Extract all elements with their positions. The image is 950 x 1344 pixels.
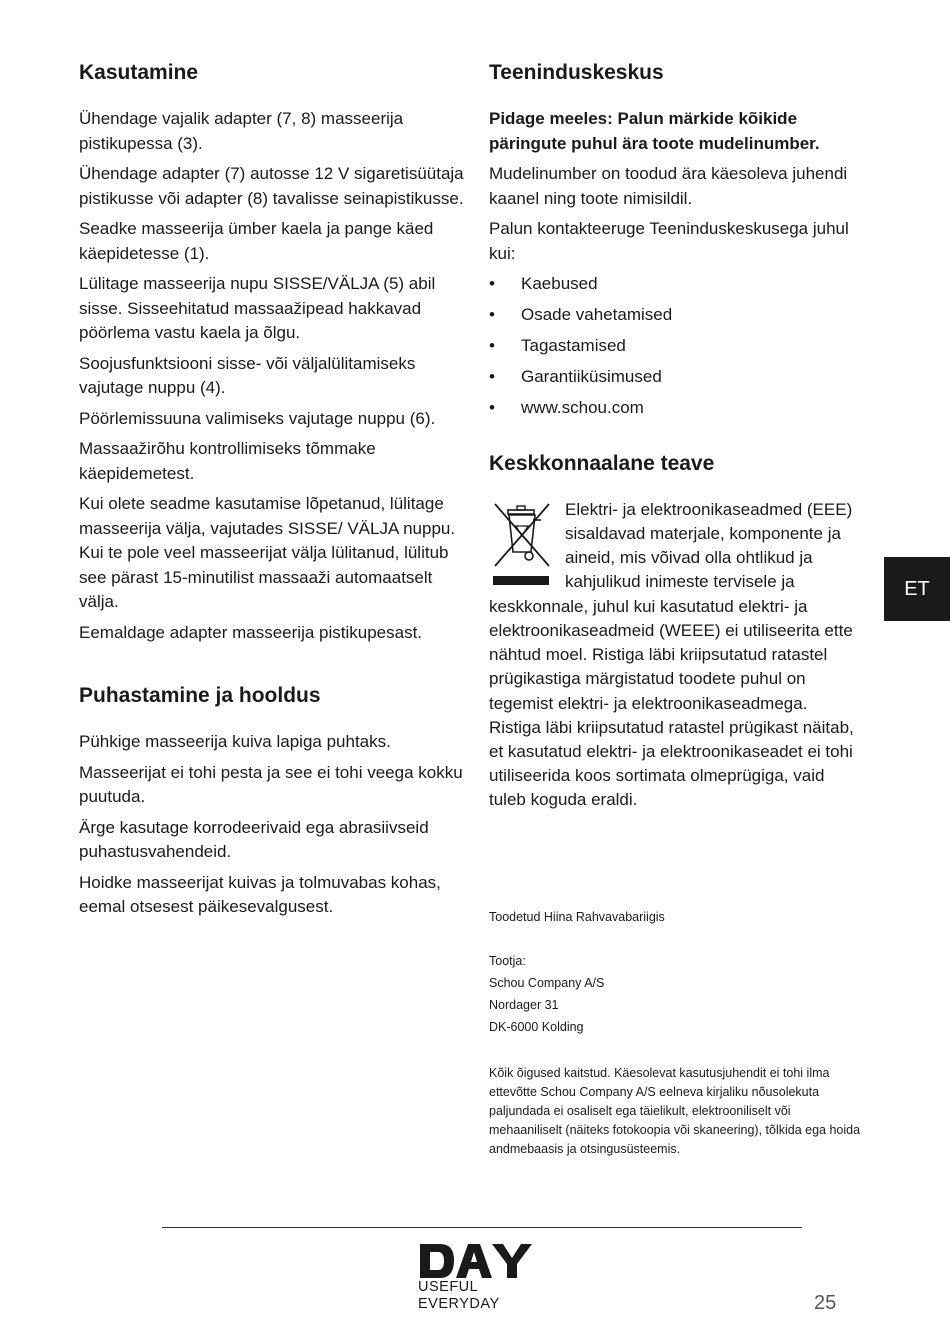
usage-heading: Kasutamine bbox=[79, 61, 199, 84]
usage-paragraph: Kui olete seadme kasutamise lõpetanud, lülitage masseerija välja, vajutades SISSE/ VÄLJA nuppu. Kui te pole veel masseerijat välja lülitanud, lülitub see pärast 15-minutilist massaaži automaatselt välja. bbox=[79, 494, 456, 612]
bullet-icon: • bbox=[489, 305, 495, 325]
usage-paragraph: Lülitage masseerija nupu SISSE/VÄLJA (5) abil sisse. Sisseehitatud massaažipead hakkavad pöörlema vastu kaela ja õlgu. bbox=[79, 274, 436, 343]
bullet-icon: • bbox=[489, 274, 495, 294]
manufacturer-label: Tootja: bbox=[489, 954, 526, 968]
website-link[interactable]: www.schou.com bbox=[521, 398, 644, 418]
footer-divider bbox=[162, 1227, 802, 1228]
environment-text: Elektri- ja elektroonikaseadmed (EEE) sisaldavad materjale, komponente ja aineid, mis võivad olla ohtlikud ja kahjulikud inimeste tervisele ja keskkonnale, juhul kui kasutatud elektri- ja elektroonikaseadmeid (WEEE) ei utiliseerita ette nähtud moel. Ristiga läbi kriipsutatud ratastel prügikastiga märgistatud toodete puhul on tegemist elektri- ja elektroonikaseadmega. Ristiga läbi kriipsutatud ratastel prügikast näitab, et kasutatud elektri- ja elektroonikaseadet ei tohi utiliseerida koos sortimata olmeprügiga, vaid tuleb koguda eraldi. bbox=[489, 499, 854, 810]
usage-paragraph: Ühendage vajalik adapter (7, 8) masseerija pistikupessa (3). bbox=[79, 109, 404, 153]
language-tab-label: ET bbox=[904, 577, 930, 600]
usage-paragraph: Ühendage adapter (7) autosse 12 V sigaretisüütaja pistikusse või adapter (8) tavalisse seinapistikusse. bbox=[79, 164, 464, 208]
usage-paragraph: Eemaldage adapter masseerija pistikupesast. bbox=[79, 622, 423, 642]
left-column bbox=[79, 60, 469, 926]
logo-tagline-line2: EVERYDAY bbox=[418, 1296, 500, 1312]
manufacturer-line: DK-6000 Kolding bbox=[489, 1020, 584, 1034]
list-item bbox=[489, 396, 864, 421]
crossed-out-wheelie-bin-icon bbox=[489, 500, 557, 588]
service-paragraph: Palun kontakteeruge Teeninduskeskusega juhul kui: bbox=[489, 219, 849, 263]
cleaning-paragraph: Ärge kasutage korrodeerivaid ega abrasiivseid puhastusvahendeid. bbox=[79, 817, 429, 862]
service-paragraph: Mudelinumber on toodud ära käesoleva juhendi kaanel ning toote nimisildil. bbox=[489, 164, 848, 208]
manufacturer-block bbox=[489, 950, 869, 1038]
list-item bbox=[489, 365, 864, 390]
service-note: Pidage meeles: Palun märkide kõikide päringute puhul ära toote mudelinumber. bbox=[489, 109, 820, 153]
cleaning-paragraph: Hoidke masseerijat kuivas ja tolmuvabas kohas, eemal otsesest päikesevalgusest. bbox=[79, 872, 441, 917]
cleaning-paragraph: Masseerijat ei tohi pesta ja see ei tohi veega kokku puutuda. bbox=[79, 762, 463, 807]
list-item-label: Garantiiküsimused bbox=[521, 367, 662, 387]
manufacturer-line: Schou Company A/S bbox=[489, 976, 605, 990]
environment-block bbox=[489, 498, 864, 813]
rights-text: Kõik õigused kaitstud. Käesolevat kasutusjuhendit ei tohi ilma ettevõtte Schou Company A/S eelneva kirjaliku nõusolekuta paljundada ei osaliselt ega täielikult, elektrooniliselt või mehaaniliselt (näiteks fotokoopia või skaneering), tõlkida ega hoida andmebaasis ja otsingusüsteemis. bbox=[489, 1066, 861, 1156]
usage-paragraph: Massaažirõhu kontrollimiseks tõmmake käepidemetest. bbox=[79, 439, 376, 483]
environment-heading: Keskkonnaalane teave bbox=[489, 451, 715, 475]
rights-block bbox=[489, 1064, 864, 1159]
list-item-label: Kaebused bbox=[521, 274, 598, 294]
language-tab bbox=[884, 557, 950, 621]
page-number: 25 bbox=[814, 1292, 837, 1314]
bullet-icon: • bbox=[489, 367, 495, 387]
cleaning-paragraph: Pühkige masseerija kuiva lapiga puhtaks. bbox=[79, 732, 391, 752]
list-item-label: Tagastamised bbox=[521, 336, 626, 356]
service-heading: Teeninduskeskus bbox=[489, 61, 664, 84]
manufacturer-line: Nordager 31 bbox=[489, 998, 559, 1012]
right-column bbox=[489, 60, 864, 813]
usage-paragraph: Pöörlemissuuna valimiseks vajutage nuppu (6). bbox=[79, 408, 436, 428]
cleaning-heading: Puhastamine ja hooldus bbox=[79, 684, 321, 708]
list-item bbox=[489, 303, 864, 328]
list-item bbox=[489, 272, 864, 297]
usage-paragraph: Seadke masseerija ümber kaela ja pange käed käepidetesse (1). bbox=[79, 219, 434, 263]
usage-paragraph: Soojusfunktsiooni sisse- või väljalülitamiseks vajutage nuppu (4). bbox=[79, 353, 416, 398]
bullet-icon: • bbox=[489, 398, 495, 418]
logo-tagline-line1: USEFUL bbox=[418, 1279, 479, 1295]
made-in-text: Toodetud Hiina Rahvavabariigis bbox=[489, 910, 665, 924]
list-item-label: Osade vahetamised bbox=[521, 305, 673, 325]
bullet-icon: • bbox=[489, 336, 495, 356]
made-in-block bbox=[489, 906, 869, 928]
service-bullet-list bbox=[489, 272, 864, 421]
list-item bbox=[489, 334, 864, 359]
